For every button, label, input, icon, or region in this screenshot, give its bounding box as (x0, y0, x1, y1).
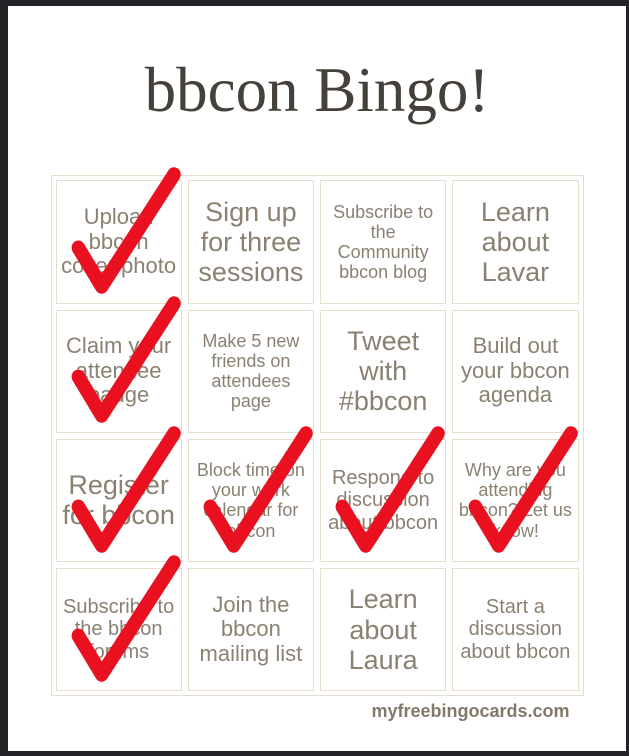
bingo-cell-label: Why are you attending bbcon? Let us know! (458, 460, 572, 541)
bingo-cell[interactable] (188, 310, 314, 433)
page-title: bbcon Bingo! (144, 55, 490, 125)
bingo-cell-label: Learn about Lavar (480, 196, 550, 288)
bingo-cell[interactable] (188, 180, 314, 303)
bingo-cell[interactable] (56, 310, 182, 433)
bingo-cell-label: Block time on your work calendar for bbcon (196, 460, 305, 541)
bingo-cell[interactable] (56, 439, 182, 562)
bingo-cell[interactable] (188, 439, 314, 562)
bingo-cell-label: Sign up for three sessions (198, 196, 304, 288)
bingo-cell-label: Respond to discussion about bbcon (328, 466, 439, 534)
bingo-cell-label: Learn about Laura (348, 584, 418, 675)
bingo-cell-label: Subscribe to the bbcon forums (63, 596, 175, 663)
bingo-cell[interactable] (320, 439, 446, 562)
bingo-cell-label: Register for bbcon (62, 470, 175, 531)
bingo-cell-label: Upload bbcon cover photo (61, 203, 177, 279)
bingo-cell[interactable] (452, 310, 578, 433)
bingo-grid (51, 175, 584, 696)
bingo-cell-label: Join the bbcon mailing list (199, 591, 303, 666)
bingo-cell[interactable] (56, 180, 182, 303)
bingo-cell-label: Start a discussion about bbcon (460, 596, 571, 663)
bingo-cell-label: Build out your bbcon agenda (460, 333, 570, 408)
bingo-cell-label: Claim your attendee badge (66, 333, 172, 408)
bingo-cell-label: Subscribe to the Community bbcon blog (333, 201, 434, 283)
bingo-cell-label: Make 5 new friends on attendees page (202, 330, 300, 412)
footer-row (51, 701, 584, 722)
bingo-cell[interactable] (320, 180, 446, 303)
bingo-cell[interactable] (320, 568, 446, 691)
bingo-cell-label: Tweet with #bbcon (338, 325, 428, 417)
bingo-cell[interactable] (452, 180, 578, 303)
bingo-cell[interactable] (188, 568, 314, 691)
bingo-cell[interactable] (452, 439, 578, 562)
bingo-card-page (8, 6, 626, 751)
bingo-cell[interactable] (320, 310, 446, 433)
bingo-cell[interactable] (452, 568, 578, 691)
bingo-cell[interactable] (56, 568, 182, 691)
footer-watermark: myfreebingocards.com (371, 701, 570, 722)
